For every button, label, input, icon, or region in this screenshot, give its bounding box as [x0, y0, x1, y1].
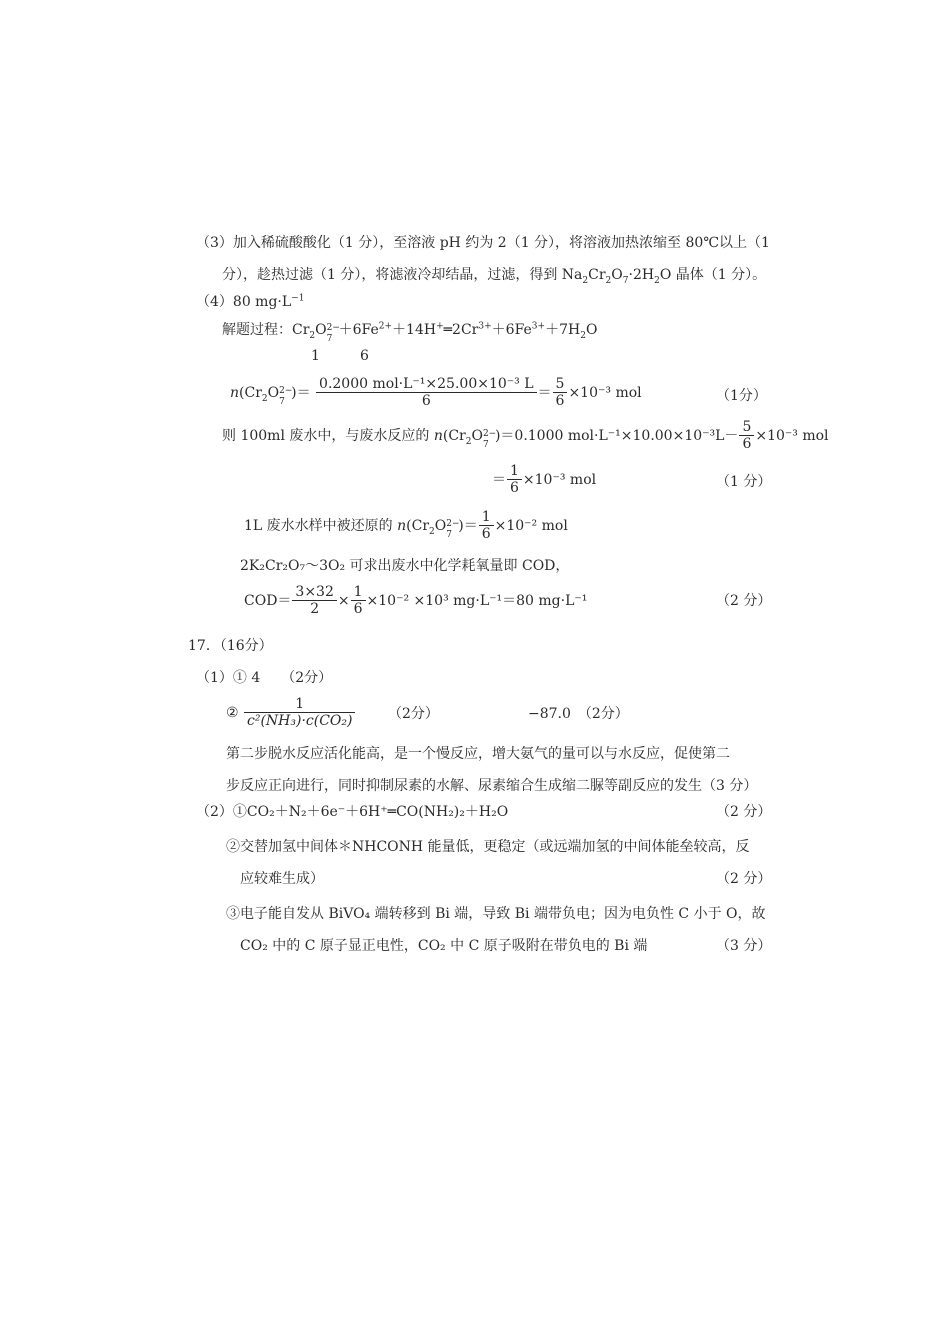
text: 1	[311, 348, 320, 364]
text: ＋6Fe	[491, 322, 532, 338]
ion-charge	[326, 321, 340, 344]
text: （2 分）	[716, 804, 772, 820]
text: CO₂ 中的 C 原子显正电性，CO₂ 中 C 原子吸附在带负电的 Bi 端	[240, 938, 648, 954]
text: 步反应正向进行，同时抑制尿素的水解、尿素缩合生成缩二脲等副反应的发生（3 分）	[226, 778, 758, 794]
sup: 2−	[446, 519, 460, 529]
denominator: 6	[481, 526, 491, 542]
denominator: 6	[510, 480, 519, 496]
text: COD＝	[244, 593, 292, 609]
text: ＋6Fe	[338, 322, 379, 338]
text: （1分）	[716, 388, 767, 404]
fraction	[553, 376, 568, 410]
ion-charge	[482, 427, 497, 450]
text: （1 分）	[716, 474, 772, 490]
q17-header	[188, 637, 273, 655]
text: )＝	[291, 385, 311, 401]
text: （2）①CO₂＋N₂＋6e⁻＋6H⁺═CO(NH₂)₂＋H₂O	[196, 804, 509, 820]
text: （2 分）	[716, 593, 772, 609]
numerator: 5	[553, 376, 568, 393]
text: n	[230, 385, 240, 401]
text: 第二步脱水反应活化能高，是一个慢反应，增大氨气的量可以与水反应，促使第二	[226, 746, 730, 762]
text: ②交替加氢中间体＊NHCONH 能量低，更稳定（或远端加氢的中间体能垒较高，反	[226, 839, 750, 855]
text: ×10⁻² mol	[494, 518, 568, 534]
text: ×10⁻³ mol	[522, 472, 597, 488]
q17-part1-item2-value	[528, 705, 629, 723]
q17-part2-item3-score	[716, 937, 771, 955]
sub: 7	[482, 440, 489, 450]
sup: 3+	[478, 321, 492, 332]
text: ×10⁻³ mol	[755, 428, 829, 444]
text: 应较难生成）	[240, 871, 324, 887]
text: O	[471, 428, 483, 444]
q17-part2-item1-score	[716, 803, 771, 821]
fraction	[507, 463, 522, 497]
text: 6	[360, 348, 369, 364]
q17-part1-item2-score	[388, 705, 439, 723]
text: (Cr	[442, 428, 466, 444]
text: ×10⁻³ mol	[568, 385, 642, 401]
text: −87.0 （2分）	[528, 706, 629, 722]
q17-part2-item2-score	[716, 870, 771, 888]
text: （2分）	[388, 706, 439, 722]
sup: −1	[291, 293, 305, 304]
score-eq1	[716, 387, 767, 405]
score-eq6	[716, 592, 771, 610]
ion-charge	[446, 517, 460, 540]
sub: 7	[326, 334, 333, 344]
text: （4）80 mg·L	[196, 294, 292, 310]
q17-part2-item1	[196, 803, 508, 821]
text: ＋14H	[392, 322, 437, 338]
q17-part1-item3-line2	[226, 777, 757, 795]
text: (Cr	[406, 518, 430, 534]
denominator: 6	[742, 436, 752, 452]
text: ＝	[492, 472, 506, 488]
numerator: 0.2000 mol·L⁻¹×25.00×10⁻³ L	[316, 376, 536, 393]
text: )＝0.1000 mol·L⁻¹×10.00×10⁻³L－	[494, 428, 739, 444]
q17-part1-item2	[226, 696, 356, 730]
numerator: 1	[351, 584, 366, 601]
text: 解题过程：Cr	[222, 322, 310, 338]
sub: 2	[465, 436, 472, 447]
sup: 2−	[279, 386, 293, 396]
numerator: 3×32	[292, 584, 336, 601]
text: Cr	[588, 267, 606, 283]
q17-part2-item3-line2	[240, 937, 647, 955]
sub: 7	[279, 397, 285, 407]
sub: 2	[429, 526, 435, 537]
sub: 7	[446, 530, 452, 540]
text: )＝	[458, 518, 478, 534]
text: ═2Cr	[443, 322, 479, 338]
text: n	[397, 518, 407, 534]
numerator: 1	[244, 696, 355, 713]
denominator: 6	[555, 393, 565, 409]
q16-part4-label	[196, 293, 304, 311]
sub: 2	[582, 275, 589, 286]
text: ×10⁻² ×10³ mg·L⁻¹＝80 mg·L⁻¹	[366, 593, 588, 609]
equation-2	[222, 419, 829, 453]
text: O	[267, 385, 280, 401]
text: （1）① 4 （2分）	[196, 670, 333, 686]
text: O	[611, 267, 623, 283]
q17-part2-item2-line1	[226, 838, 750, 856]
text: ×	[337, 593, 350, 609]
equation-1	[230, 376, 642, 410]
equation-5	[240, 557, 569, 575]
sub: 2	[654, 275, 660, 286]
denominator: 6	[353, 601, 363, 617]
text: ③电子能自发从 BiVO₄ 端转移到 Bi 端，导致 Bi 端带负电；因为电负性 C 小于 O，故	[226, 906, 766, 922]
q16-part3-line2	[222, 266, 766, 284]
text: (Cr	[239, 385, 262, 401]
q17-part1-item1	[196, 669, 332, 687]
sup: 3+	[531, 321, 546, 332]
reaction-equation	[222, 321, 598, 344]
ratio-6	[360, 347, 369, 365]
text: n	[433, 428, 443, 444]
denominator: 2	[310, 601, 320, 617]
sub: 2	[605, 275, 612, 286]
equation-3	[492, 463, 596, 497]
numerator: 1	[507, 463, 522, 480]
text: 2K₂Cr₂O₇～3O₂ 可求出废水中化学耗氧量即 COD，	[240, 558, 570, 574]
text: O 晶体（1 分）。	[659, 267, 767, 283]
equilibrium-constant-fraction	[244, 696, 355, 730]
text: ②	[226, 705, 239, 721]
q17-part2-item2-line2	[240, 870, 324, 888]
text: ·2H	[628, 267, 655, 283]
sup: 2+	[378, 321, 393, 332]
sub: 2	[309, 330, 316, 341]
numerator: 5	[739, 419, 754, 436]
text: （2 分）	[716, 871, 772, 887]
text: ＝	[537, 385, 552, 401]
sub: 2	[261, 393, 268, 404]
sub: 2	[580, 330, 586, 341]
sup: +	[436, 321, 444, 332]
text: （3）加入稀硫酸酸化（1 分），至溶液 pH 约为 2（1 分），将溶液加热浓缩至 80℃以上（1	[196, 235, 770, 251]
fraction	[479, 509, 494, 543]
fraction	[292, 584, 336, 618]
sub: 7	[622, 275, 629, 286]
text: （3 分）	[716, 938, 772, 954]
fraction	[316, 376, 536, 410]
sup: 2−	[482, 429, 497, 439]
q16-part3-line1	[196, 234, 770, 252]
text: O	[434, 518, 447, 534]
fraction	[351, 584, 366, 618]
fraction	[739, 419, 754, 453]
q17-part1-item3-line1	[226, 745, 730, 763]
q17-part2-item3-line1	[226, 905, 766, 923]
text: 分），趁热过滤（1 分），将滤液冷却结晶，过滤，得到 Na	[222, 267, 583, 283]
text: O	[585, 322, 598, 338]
text: ＋7H	[545, 322, 581, 338]
ion-charge	[279, 384, 293, 407]
equation-4	[244, 509, 568, 543]
text: 则 100ml 废水中，与废水反应的	[222, 428, 434, 444]
text: O	[315, 322, 327, 338]
denominator: c²(NH₃)·c(CO₂)	[247, 713, 353, 729]
score-eq3	[716, 473, 771, 491]
sup: 2−	[326, 323, 340, 333]
equation-6	[244, 584, 587, 618]
numerator: 1	[479, 509, 494, 526]
denominator: 6	[421, 393, 431, 409]
text: 1L 废水水样中被还原的	[244, 518, 398, 534]
ratio-1	[311, 347, 320, 365]
text: 17．（16分）	[188, 638, 273, 654]
